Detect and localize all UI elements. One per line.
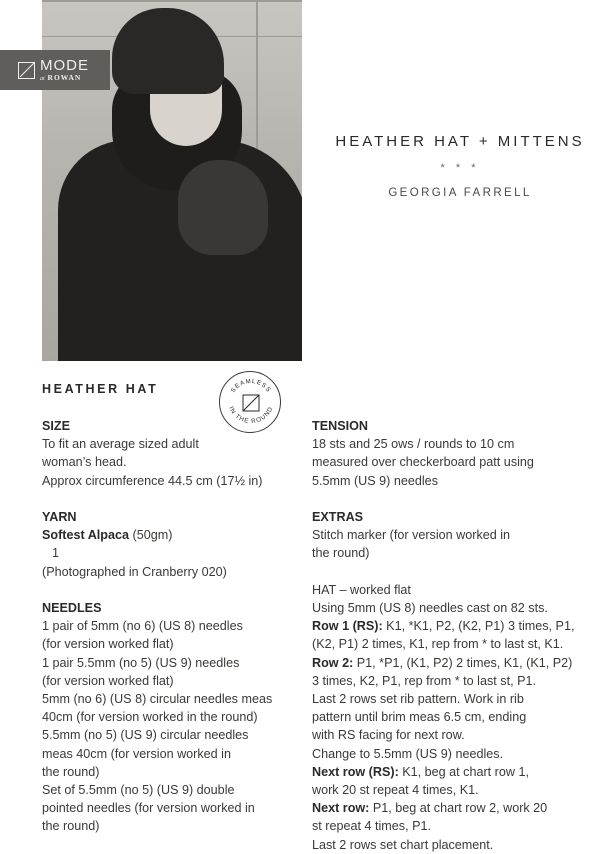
size-heading: SIZE — [42, 419, 70, 433]
needles-line: 1 pair of 5mm (no 6) (US 8) needles — [42, 619, 243, 634]
needles-line: 40cm (for version worked in the round) — [42, 710, 258, 725]
size-line: To fit an average sized adult — [42, 437, 199, 452]
pattern-title: HEATHER HAT + MITTENS — [335, 133, 585, 150]
rib-line: with RS facing for next row. — [312, 728, 465, 743]
yarn-quantity: 1 — [52, 546, 60, 561]
title-divider: * * * — [440, 162, 480, 174]
rib-line: pattern until brim meas 6.5 cm, ending — [312, 710, 527, 725]
row-2-line-cont: 3 times, K2, P1, rep from * to last st, P1. — [312, 673, 536, 688]
needles-line: the round) — [42, 764, 100, 779]
extras-line: the round) — [312, 546, 370, 561]
chart-placement-line: Last 2 rows set chart placement. — [312, 837, 494, 852]
needles-line: 5mm (no 6) (US 8) circular needles meas — [42, 692, 273, 707]
needles-line: (for version worked flat) — [42, 637, 174, 652]
needles-line: pointed needles (for version worked in — [42, 801, 255, 816]
wall-edge — [42, 0, 302, 2]
row-1-line: Row 1 (RS): K1, *K1, P2, (K2, P1) 3 times, P1, — [312, 619, 575, 634]
section-title: HEATHER HAT — [42, 382, 159, 396]
next-row-line-cont: st repeat 4 times, P1. — [312, 819, 431, 834]
needles-line: (for version worked flat) — [42, 673, 174, 688]
tension-line: 18 sts and 25 ows / rounds to 10 cm — [312, 437, 515, 452]
next-row-line: Next row: P1, beg at chart row 2, work 20 — [312, 801, 548, 816]
logo-main-text: MODE — [40, 57, 89, 74]
needles-heading: NEEDLES — [42, 601, 102, 615]
designer-name: GEORGIA FARRELL — [388, 187, 532, 199]
hat-shape — [112, 8, 224, 94]
mitten-shape — [178, 160, 268, 255]
rib-line: Change to 5.5mm (US 9) needles. — [312, 746, 504, 761]
hat-flat-subheading: HAT – worked flat — [312, 582, 411, 597]
extras-heading: EXTRAS — [312, 510, 364, 524]
logo-sub-text: at ROWAN — [40, 73, 82, 82]
needles-line: Set of 5.5mm (no 5) (US 9) double — [42, 783, 235, 798]
materials-column — [42, 417, 302, 836]
extras-line: Stitch marker (for version worked in — [312, 528, 511, 543]
needles-line: 5.5mm (no 5) (US 9) circular needles — [42, 728, 249, 743]
row-2-line: Row 2: P1, *P1, (K1, P2) 2 times, K1, (K1, P2) — [312, 655, 573, 670]
needles-line: meas 40cm (for version worked in — [42, 746, 231, 761]
yarn-name-line: Softest Alpaca (50gm) — [42, 528, 173, 543]
size-line: woman’s head. — [42, 455, 127, 470]
yarn-heading: YARN — [42, 510, 77, 524]
title-block — [310, 133, 610, 199]
logo-mark-icon — [18, 62, 35, 79]
brand-logo — [0, 50, 110, 90]
needles-line: the round) — [42, 819, 100, 834]
yarn-note: (Photographed in Cranberry 020) — [42, 564, 227, 579]
next-row-rs-line-cont: work 20 st repeat 4 times, K1. — [312, 783, 479, 798]
cast-on-line: Using 5mm (US 8) needles cast on 82 sts. — [312, 601, 548, 615]
svg-text:IN THE ROUND: IN THE ROUND — [227, 405, 275, 426]
instructions-column — [312, 417, 582, 854]
next-row-rs-line: Next row (RS): K1, beg at chart row 1, — [312, 764, 529, 779]
svg-text:SEAMLESS: SEAMLESS — [229, 377, 273, 395]
rib-line: Last 2 rows set rib pattern. Work in rib — [312, 692, 524, 707]
needles-line: 1 pair 5.5mm (no 5) (US 9) needles — [42, 655, 240, 670]
tension-line: 5.5mm (US 9) needles — [312, 473, 438, 488]
tension-line: measured over checkerboard patt using — [312, 455, 534, 470]
row-1-line-cont: (K2, P1) 2 times, K1, rep from * to last st, K1. — [312, 637, 564, 652]
tension-heading: TENSION — [312, 419, 368, 433]
size-line: Approx circumference 44.5 cm (17½ in) — [42, 473, 263, 488]
